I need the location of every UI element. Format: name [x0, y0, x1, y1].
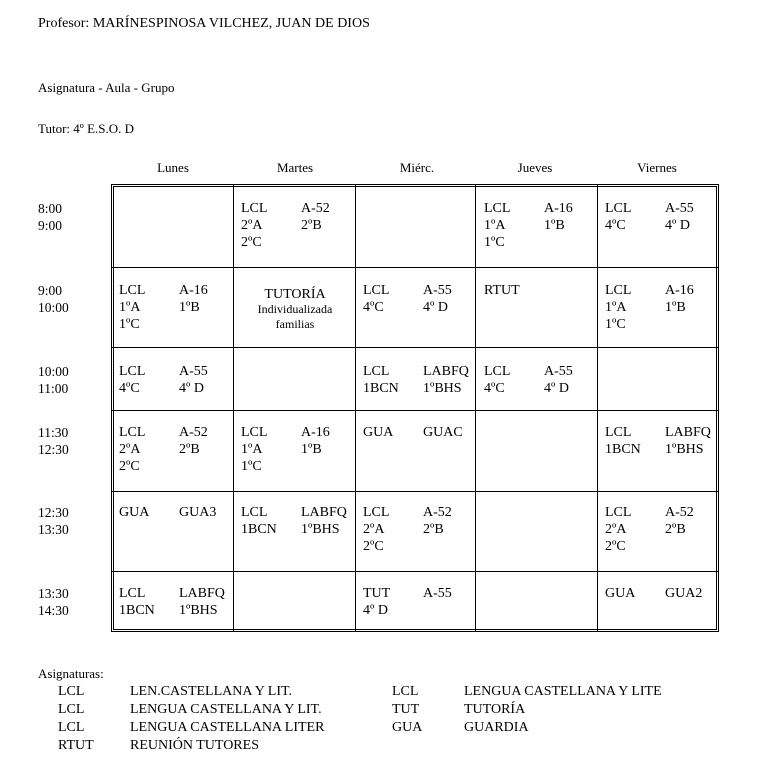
cell-right-text: LABFQ [179, 586, 225, 601]
day-header-jueves: Jueves [517, 160, 553, 175]
cell-left-text: LCL [363, 505, 390, 520]
cell-right-text: 1ºB [179, 300, 200, 315]
cell-right-text: A-52 [301, 201, 330, 216]
cell-left-text: LCL [484, 201, 511, 216]
cell-right-text: 4º D [423, 300, 448, 315]
cell-left-text: RTUT [484, 283, 520, 298]
cell-left-text: 1ºC [605, 317, 626, 332]
cell-left-text: 1ºA [484, 218, 506, 233]
schedule-cell [363, 363, 469, 397]
cell-left-text: 1BCN [119, 603, 155, 618]
cell-right-text: GUA3 [179, 505, 217, 520]
legend-left [58, 683, 324, 755]
grid-line [111, 347, 719, 348]
legend-item: LCL LENGUA CASTELLANA Y LITE [392, 684, 662, 699]
cell-left-text: 4ºC [484, 381, 505, 396]
cell-left-text: 1BCN [241, 522, 277, 537]
time-slot-2: 9:00 10:00 [38, 283, 69, 315]
cell-left-text: 2ºA [605, 522, 627, 537]
cell-right-text: 1ºB [301, 442, 322, 457]
cell-left-text: TUT [363, 586, 391, 601]
cell-left-text: 2ºA [241, 218, 263, 233]
cell-right-text: 1ºB [665, 300, 686, 315]
schedule-cell [484, 200, 573, 251]
cell-left-text: LCL [119, 283, 146, 298]
schedule-cell [605, 424, 711, 458]
cell-left-text: LCL [241, 201, 268, 216]
schedule-cell [241, 504, 347, 538]
cell-right-text: 1ºB [544, 218, 565, 233]
cell-left-text: 1ºA [119, 300, 141, 315]
cell-right-text: 2ºB [301, 218, 322, 233]
cell-left-text: 4ºC [363, 300, 384, 315]
cell-left-text: 4ºC [119, 381, 140, 396]
tutoria-cell: TUTORÍA Individualizada familias [257, 287, 333, 331]
cell-left-text: 2ºC [119, 459, 140, 474]
cell-left-text: LCL [605, 283, 632, 298]
cell-right-text: 1ºBHS [665, 442, 704, 457]
schedule-cell [241, 200, 330, 251]
day-header-miercoles: Miérc. [399, 160, 435, 175]
cell-right-text: 4º D [665, 218, 690, 233]
cell-left-text: LCL [241, 505, 268, 520]
schedule-cell [363, 424, 463, 441]
schedule-cell [484, 282, 544, 299]
schedule-cell [363, 504, 452, 555]
cell-left-text: 1BCN [363, 381, 399, 396]
cell-right-text: 1ºBHS [301, 522, 340, 537]
time-slot-5: 12:30 13:30 [38, 505, 69, 537]
legend-title: Asignaturas: [38, 666, 104, 681]
day-header-martes: Martes [276, 160, 314, 175]
schedule-cell [605, 585, 702, 602]
cell-left-text: LCL [119, 586, 146, 601]
cell-right-text: A-55 [423, 586, 452, 601]
grid-line [355, 184, 356, 632]
cell-right-text: LABFQ [423, 364, 469, 379]
cell-left-text: 2ºC [363, 539, 384, 554]
cell-left-text: 1BCN [605, 442, 641, 457]
time-slot-3: 10:00 11:00 [38, 364, 69, 396]
cell-right-text: 4º D [179, 381, 204, 396]
grid-line [233, 184, 234, 632]
schedule-cell [363, 585, 452, 619]
cell-right-text: A-16 [544, 201, 573, 216]
cell-right-text: 1ºBHS [179, 603, 218, 618]
schedule-cell [241, 424, 330, 475]
asignatura-aula-grupo-label: Asignatura - Aula - Grupo [38, 80, 175, 95]
cell-right-text: LABFQ [665, 425, 711, 440]
grid-line [111, 571, 719, 572]
cell-right-text: 4º D [544, 381, 569, 396]
time-slot-1: 8:00 9:00 [38, 201, 63, 233]
legend-item: RTUT REUNIÓN TUTORES [58, 738, 259, 753]
cell-left-text: 1ºC [484, 235, 505, 250]
day-header-lunes: Lunes [157, 160, 189, 175]
legend-item: LCL LENGUA CASTELLANA LITER [58, 720, 325, 735]
schedule-grid [111, 184, 719, 632]
cell-right-text: A-55 [179, 364, 208, 379]
cell-left-text: 1ºA [241, 442, 263, 457]
cell-left-text: GUA [605, 586, 636, 601]
grid-line [111, 410, 719, 411]
day-header-viernes: Viernes [637, 160, 677, 175]
cell-left-text: LCL [605, 425, 632, 440]
cell-left-text: 1ºA [605, 300, 627, 315]
schedule-cell [119, 424, 208, 475]
schedule-cell [119, 504, 216, 521]
cell-right-text: A-16 [665, 283, 694, 298]
cell-left-text: 1ºC [119, 317, 140, 332]
cell-right-text: 2ºB [179, 442, 200, 457]
cell-right-text: LABFQ [301, 505, 347, 520]
schedule-cell [119, 585, 225, 619]
cell-left-text: LCL [241, 425, 268, 440]
cell-left-text: LCL [363, 364, 390, 379]
cell-left-text: 4º D [363, 603, 388, 618]
cell-left-text: 2ºA [363, 522, 385, 537]
cell-right-text: A-55 [544, 364, 573, 379]
cell-left-text: 2ºC [605, 539, 626, 554]
cell-right-text: A-55 [665, 201, 694, 216]
cell-right-text: A-55 [423, 283, 452, 298]
cell-right-text: 2ºB [423, 522, 444, 537]
schedule-cell [484, 363, 573, 397]
legend-item: GUA GUARDIA [392, 720, 529, 735]
cell-right-text: A-52 [665, 505, 694, 520]
grid-line [111, 491, 719, 492]
cell-left-text: LCL [605, 505, 632, 520]
time-slot-4: 11:30 12:30 [38, 425, 69, 457]
time-slot-6: 13:30 14:30 [38, 586, 69, 618]
cell-left-text: LCL [363, 283, 390, 298]
legend-right [392, 683, 662, 737]
cell-right-text: A-52 [179, 425, 208, 440]
schedule-cell [119, 282, 208, 333]
cell-right-text: GUAC [423, 425, 463, 440]
legend-item: LCL LENGUA CASTELLANA Y LIT. [58, 702, 322, 717]
schedule-cell [605, 504, 694, 555]
cell-left-text: 4ºC [605, 218, 626, 233]
cell-right-text: GUA2 [665, 586, 703, 601]
profesor-label: Profesor: MARÍNESPINOSA VILCHEZ, JUAN DE DIOS [38, 16, 370, 31]
cell-right-text: A-52 [423, 505, 452, 520]
tutor-label: Tutor: 4º E.S.O. D [38, 121, 135, 136]
schedule-cell [605, 200, 694, 234]
cell-right-text: A-16 [179, 283, 208, 298]
schedule-cell [605, 282, 694, 333]
legend-item: LCL LEN.CASTELLANA Y LIT. [58, 684, 293, 699]
schedule-cell [363, 282, 452, 316]
legend-item: TUT TUTORÍA [392, 702, 526, 717]
cell-left-text: LCL [119, 364, 146, 379]
grid-line [475, 184, 476, 632]
cell-left-text: GUA [119, 505, 150, 520]
cell-left-text: 2ºA [119, 442, 141, 457]
grid-line [111, 267, 719, 268]
grid-line [597, 184, 598, 632]
schedule-cell [119, 363, 208, 397]
cell-left-text: LCL [484, 364, 511, 379]
cell-left-text: 2ºC [241, 235, 262, 250]
cell-left-text: 1ºC [241, 459, 262, 474]
cell-right-text: 1ºBHS [423, 381, 462, 396]
cell-left-text: LCL [605, 201, 632, 216]
cell-left-text: GUA [363, 425, 394, 440]
cell-right-text: 2ºB [665, 522, 686, 537]
cell-right-text: A-16 [301, 425, 330, 440]
cell-left-text: LCL [119, 425, 146, 440]
